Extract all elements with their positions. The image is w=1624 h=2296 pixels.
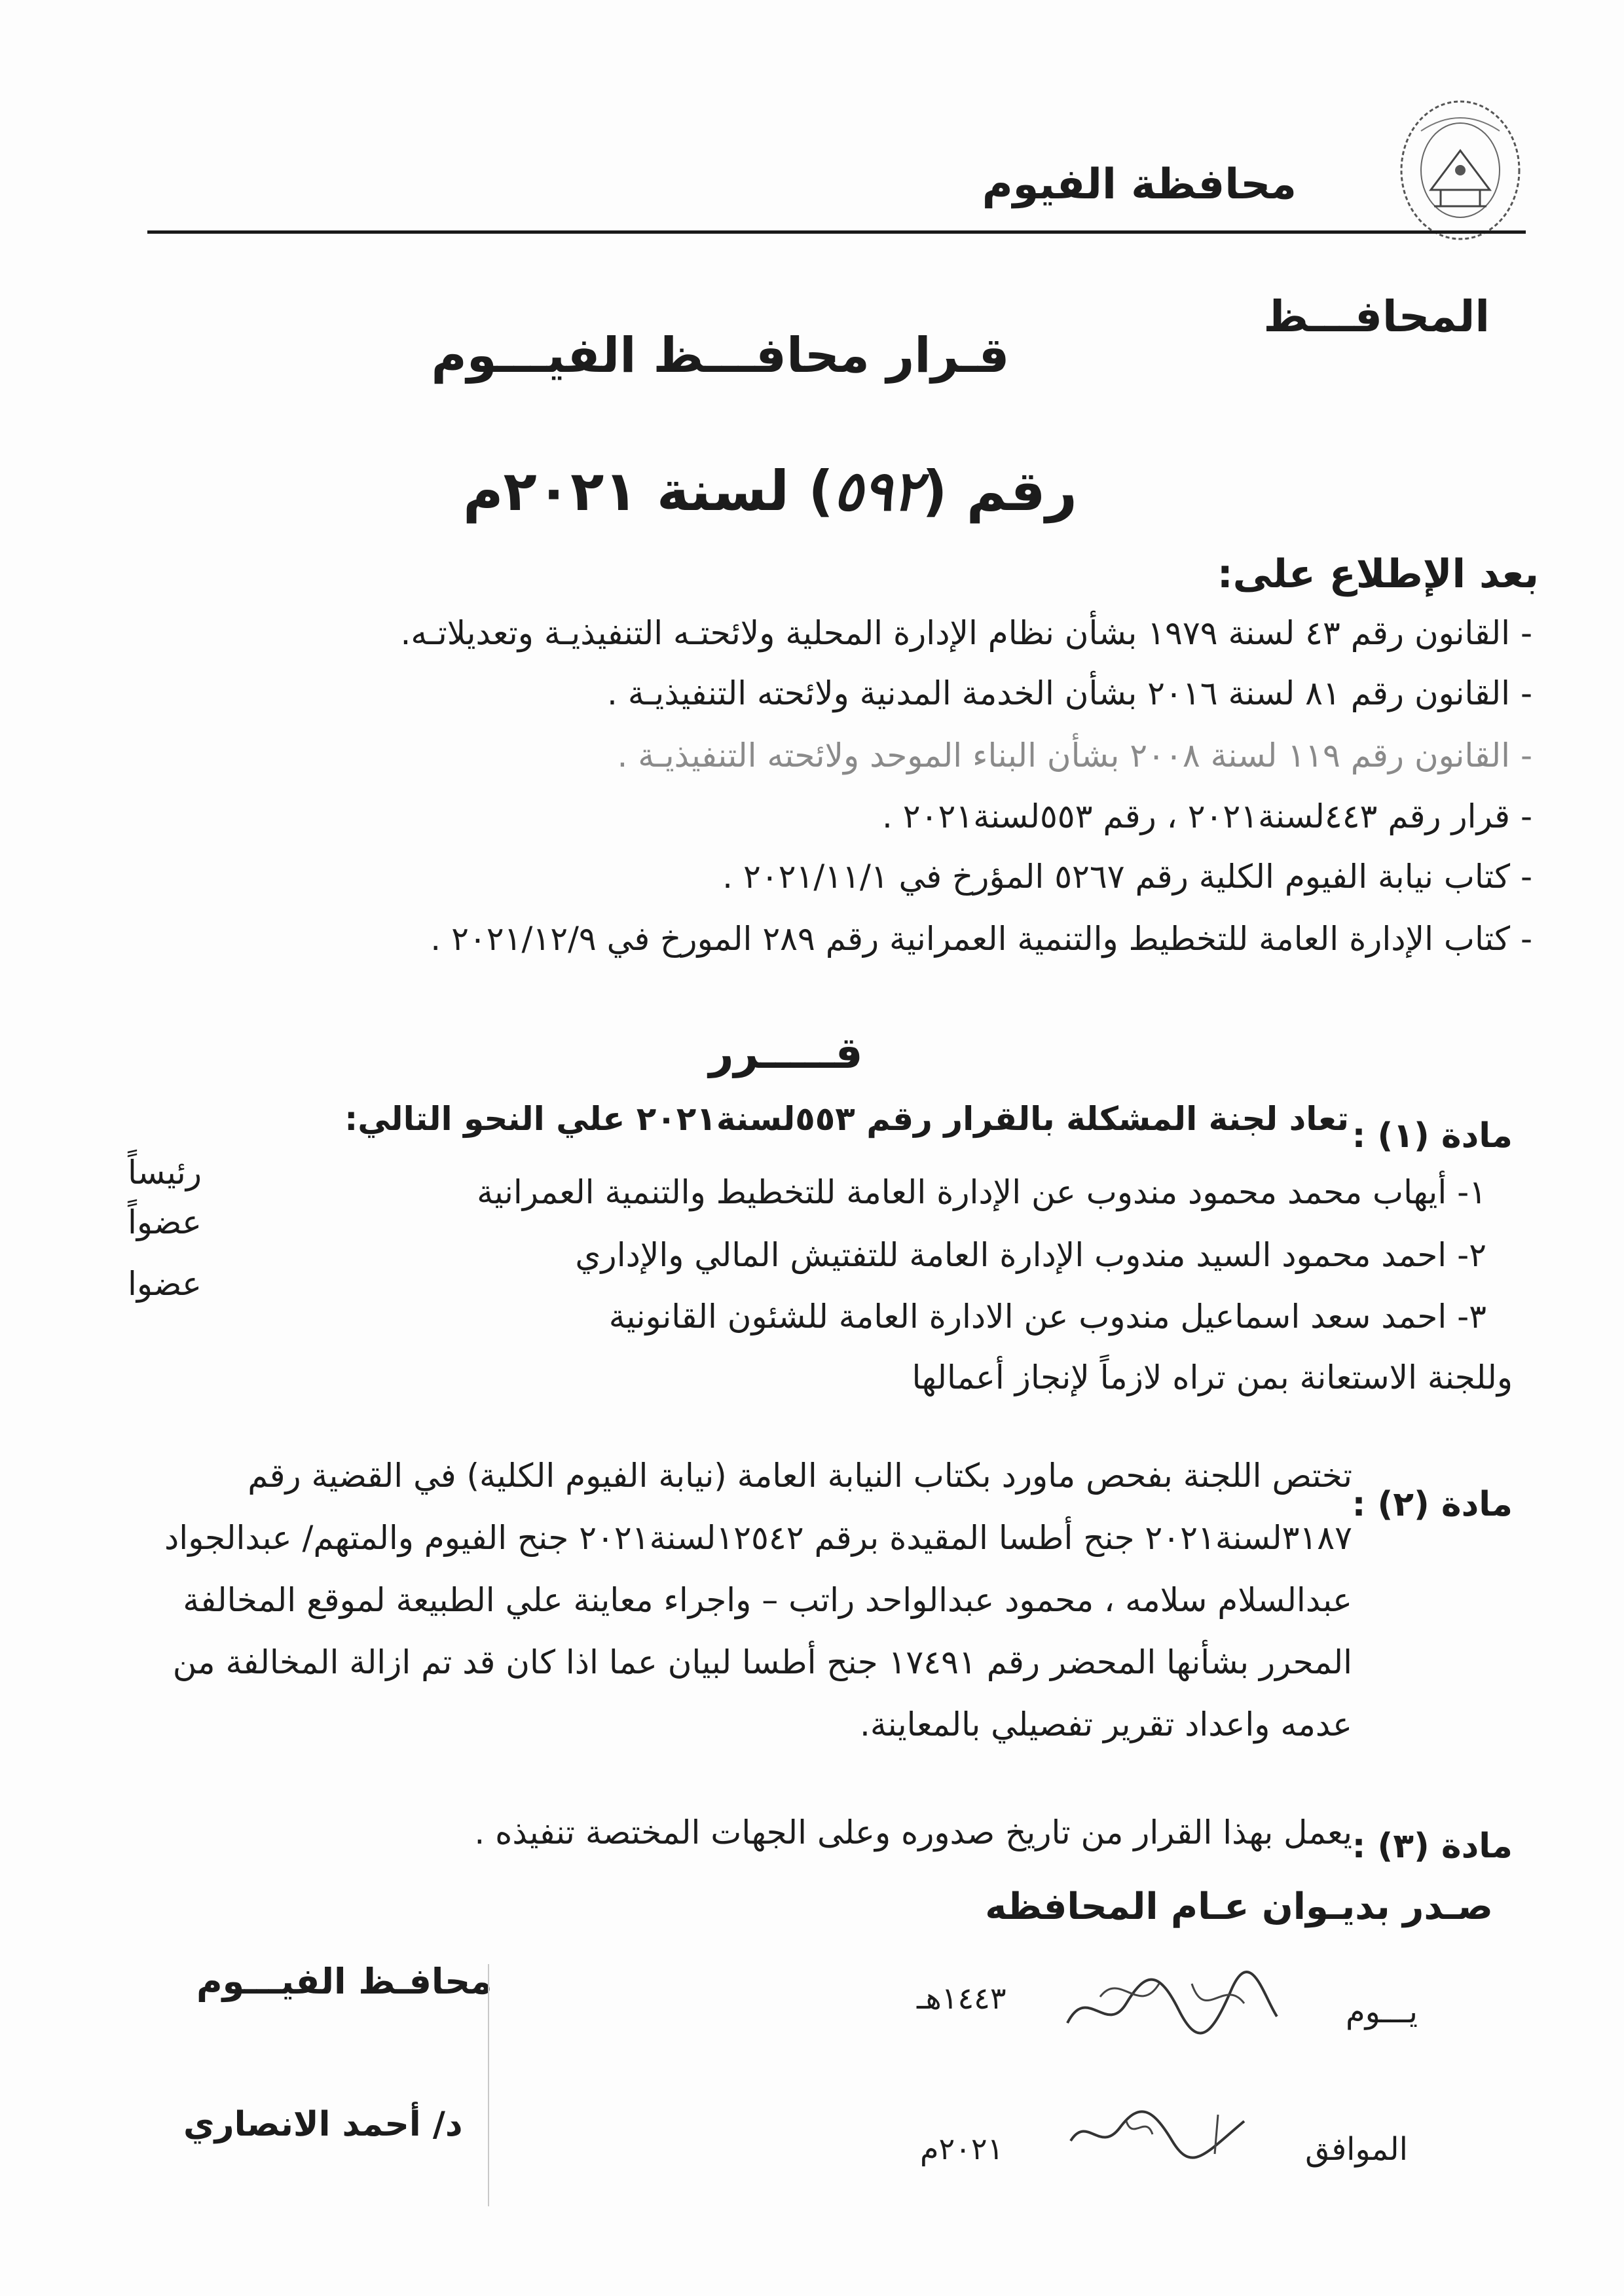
signatory-name: د/ أحمد الانصاري [183,2105,463,2144]
article-2-line: تختص اللجنة بفحص ماورد بكتاب النيابة العامة (نيابة الفيوم الكلية) في القضية رقم [248,1457,1352,1495]
article-2-line: عدمه واعداد تقرير تفصيلي بالمعاينة. [859,1705,1352,1743]
office-title: المحافـــظ [1263,291,1490,342]
preamble-item: - كتاب نيابة الفيوم الكلية رقم ٥٢٦٧ المؤرخ في ٢٠٢١/١١/١ . [722,858,1532,896]
handwritten-date-scribble [1061,2095,1257,2167]
article-2-line: المحرر بشأنها المحضر رقم ١٧٤٩١ جنح أطسا لبيان عما اذا كان قد تم ازالة المخالفة من [172,1643,1352,1681]
committee-member: ٢- احمد محمود السيد مندوب الإدارة العامة للتفتيش المالي والإداري [575,1236,1486,1274]
preamble-item: - القانون رقم ١١٩ لسنة ٢٠٠٨ بشأن البناء الموحد ولائحته التنفيذيـة . [617,737,1532,774]
decision-heading [0,1028,1624,1078]
article-3-label: مادة (٣) : [1352,1827,1513,1866]
member-role: رئيساً [128,1154,202,1192]
header-divider [147,230,1526,234]
committee-member: ١- أيهاب محمد محمود مندوب عن الإدارة العامة للتخطيط والتنمية العمرانية [477,1173,1486,1211]
day-label: يـــوم [1345,1994,1418,2030]
decree-title-text: قـرار محافـــظ الفيـــوم [431,327,1010,384]
governorate-name: محافظة الفيوم [982,160,1297,209]
article-1-label: مادة (١) : [1352,1116,1513,1156]
decree-number [463,458,1077,523]
article-3-text: يعمل بهذا القرار من تاريخ صدوره وعلى الجهات المختصة تنفيذه . [474,1813,1352,1851]
article-2-line: عبدالسلام سلامه ، محمود عبدالواحد راتب – واجراء معاينة علي الطبيعة لموقع المخالفة [183,1581,1352,1619]
preamble-item: - قرار رقم ٤٤٣لسنة٢٠٢١ ، رقم ٥٥٣لسنة٢٠٢١ . [882,797,1532,835]
preamble-item: - القانون رقم ٤٣ لسنة ١٩٧٩ بشأن نظام الإدارة المحلية ولائحتـه التنفيذيـة وتعديلاتـه. [400,614,1532,652]
committee-member: ٣- احمد سعد اسماعيل مندوب عن الادارة العامة للشئون القانونية [608,1298,1486,1336]
date-label: الموافق [1305,2131,1408,2168]
hijri-year: ١٤٤٣هـ [917,1980,1006,2016]
decree-title [0,327,1624,384]
preamble-label: بعد الإطلاع على: [1217,551,1539,597]
article-1-closing: وللجنة الاستعانة بمن تراه لازماً لإنجاز أعمالها [912,1358,1513,1396]
handwritten-day-scribble [1061,1958,1283,2049]
gregorian-year: ٢٠٢١م [920,2131,1004,2166]
preamble-item: - كتاب الإدارة العامة للتخطيط والتنمية العمرانية رقم ٢٨٩ المورخ في ٢٠٢١/١٢/٩ . [430,920,1532,958]
member-role: عضواً [128,1203,202,1241]
preamble-item: - القانون رقم ٨١ لسنة ٢٠١٦ بشأن الخدمة المدنية ولائحته التنفيذيـة . [607,674,1532,712]
number-suffix: ) لسنة ٢٠٢١م [462,459,834,523]
article-2-label: مادة (٢) : [1352,1485,1513,1524]
member-role: عضوا [128,1265,202,1303]
article-1-text [344,1100,1349,1138]
number-value: ٥٩٢ [833,458,923,523]
article-1-text-bold: تعاد لجنة المشكلة بالقرار رقم ٥٥٣لسنة٢٠٢١ علي النحو التالي: [344,1100,1349,1138]
number-prefix: رقم ( [922,459,1077,523]
article-2-line: ٣١٨٧لسنة٢٠٢١ جنح أطسا المقيدة برقم ١٢٥٤٢لسنة٢٠٢١ جنح الفيوم والمتهم/ عبدالجواد [164,1519,1352,1557]
issued-statement: صـدر بديـوان عـام المحافظه [985,1886,1493,1928]
signatory-title: محافـظ الفيـــوم [196,1961,492,2002]
decision-heading-text: قـــــرر [709,1028,863,1078]
signature-divider [488,1964,489,2206]
